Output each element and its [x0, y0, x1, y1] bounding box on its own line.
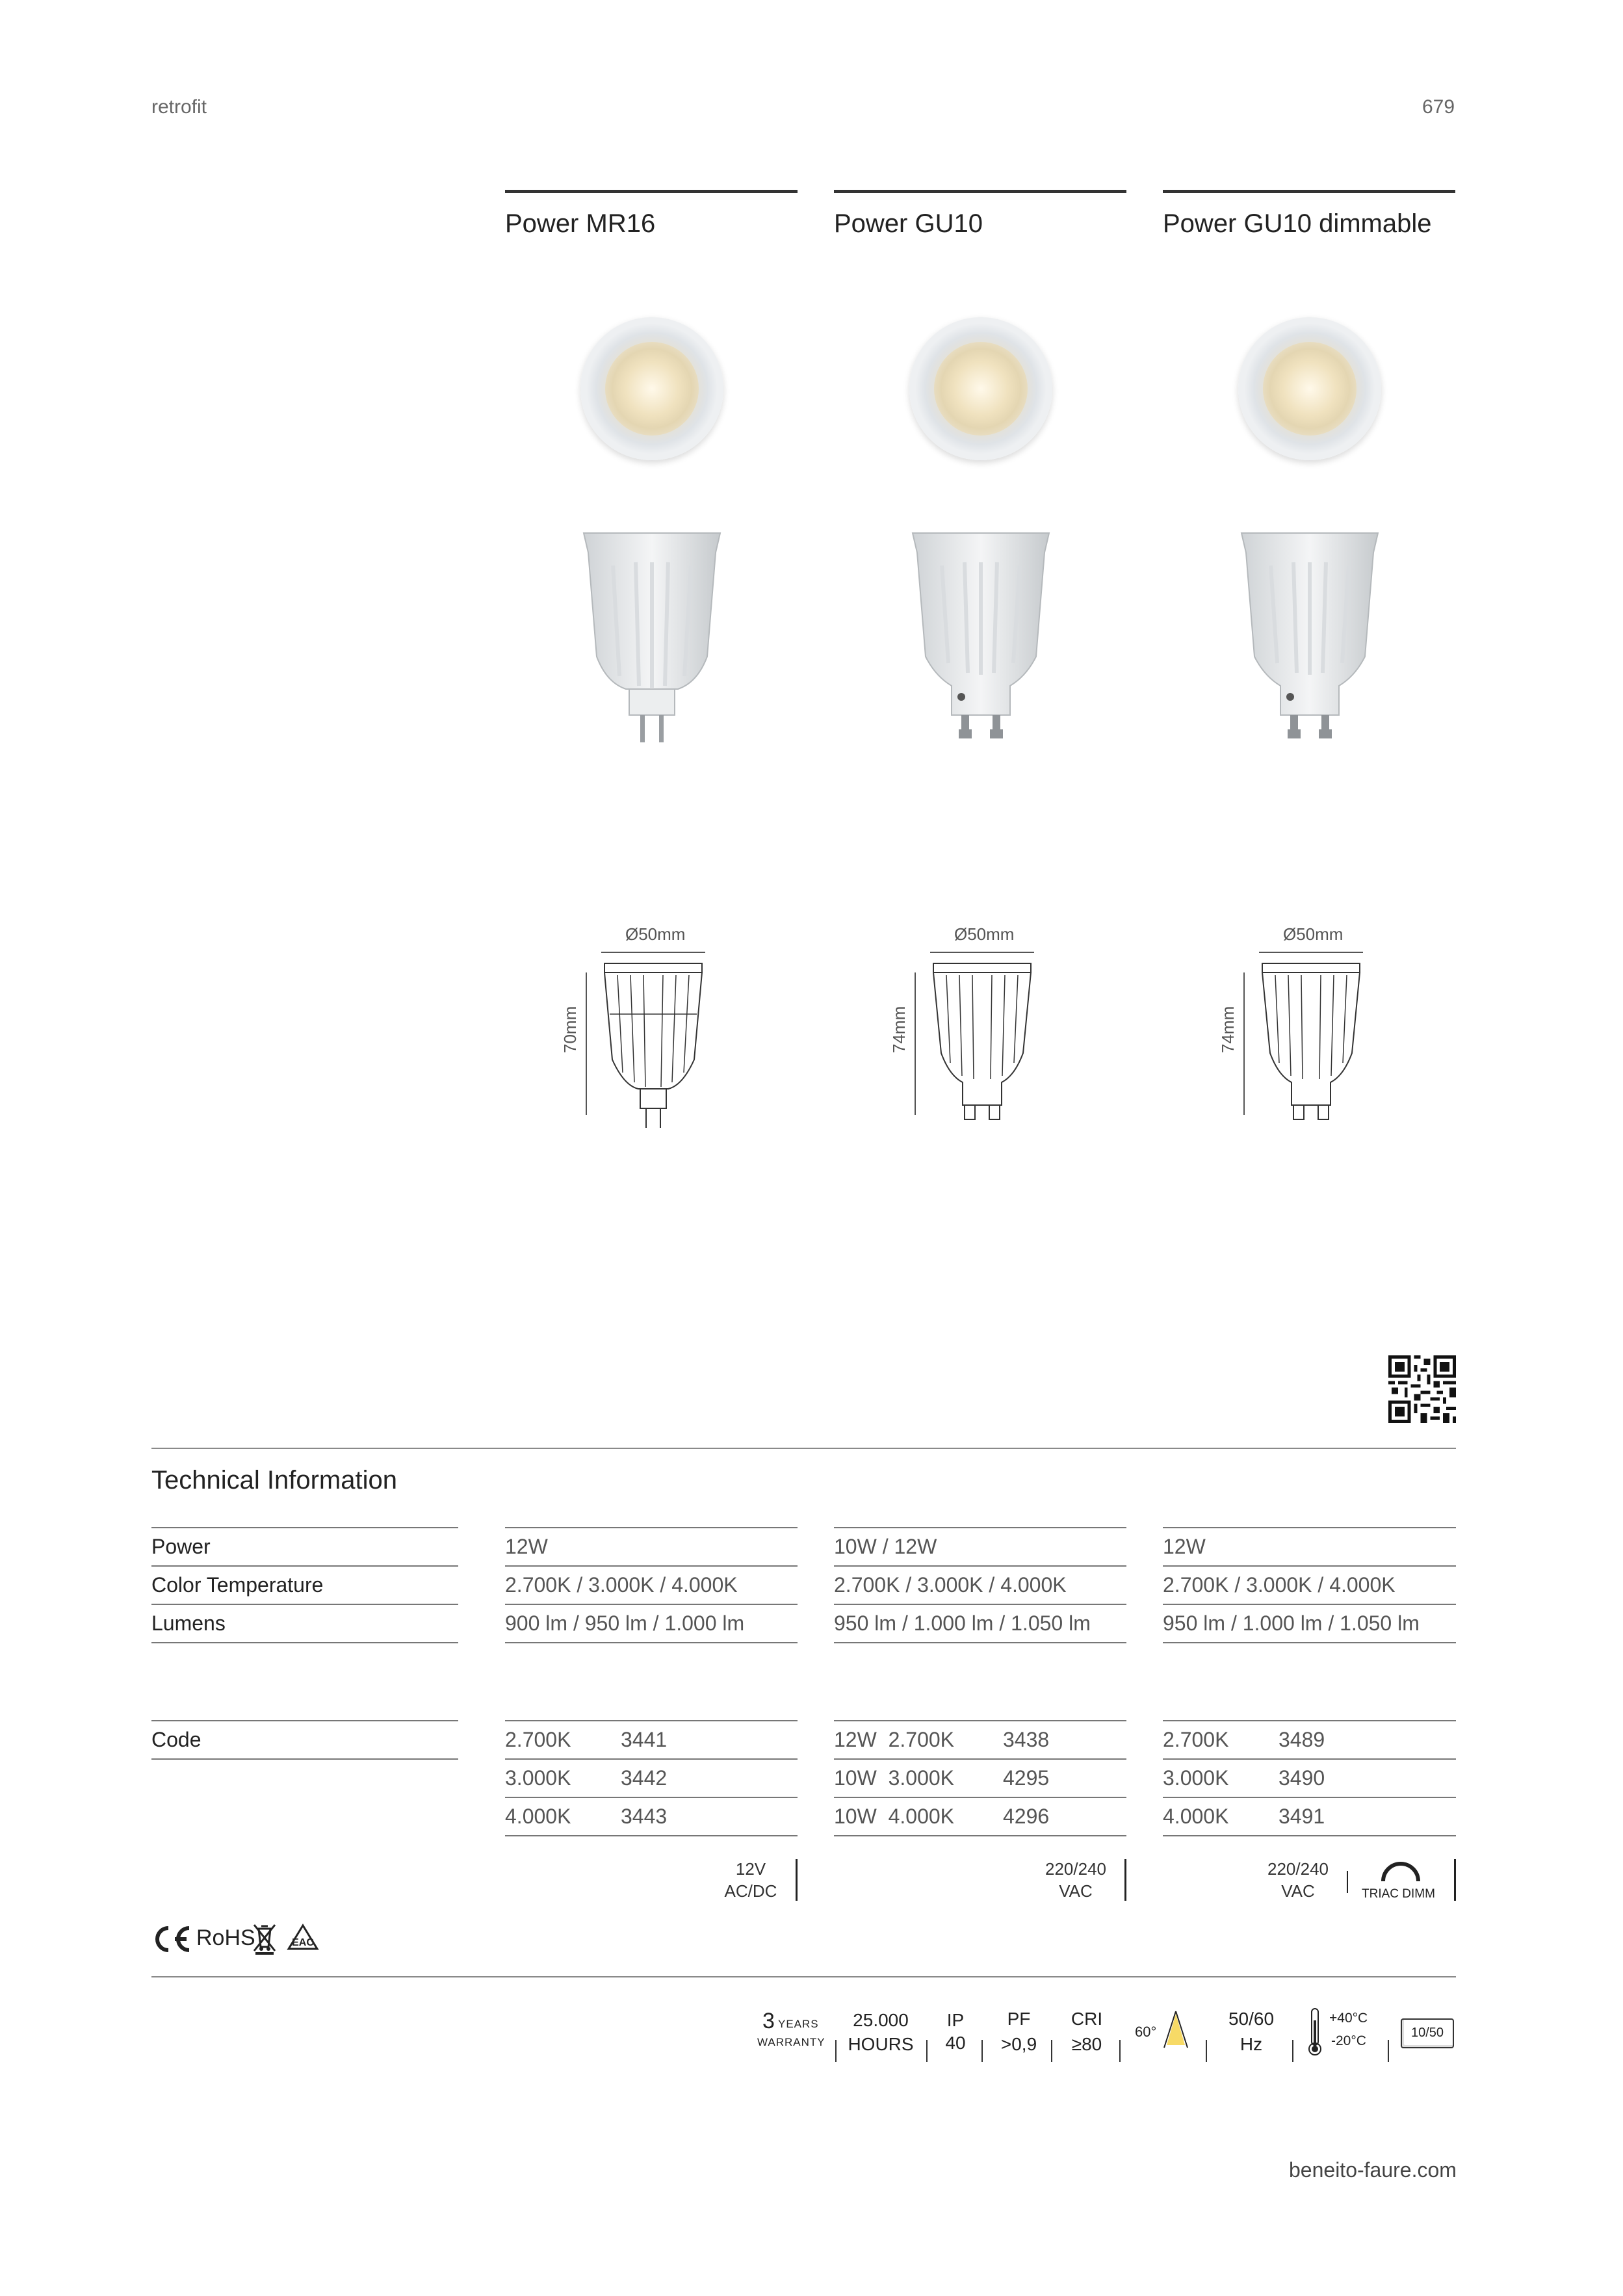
voltage-line2: AC/DC — [724, 1881, 777, 1901]
page-number: 679 — [1422, 96, 1455, 118]
row-rule — [505, 1758, 798, 1760]
pf-label: PF — [1007, 2009, 1031, 2029]
label-lumens: Lumens — [151, 1611, 226, 1635]
hours-label: HOURS — [848, 2034, 914, 2054]
temperature-max: +40°C — [1329, 2011, 1368, 2026]
divider-bar — [1454, 1859, 1456, 1901]
voltage-line1: 12V — [735, 1859, 766, 1879]
row-rule — [151, 1758, 458, 1760]
lamp-front-image-3 — [1238, 317, 1381, 460]
height-label-3: 74mm — [1218, 1006, 1238, 1053]
diameter-label-3: Ø50mm — [1283, 924, 1344, 944]
height-label-1: 70mm — [560, 1006, 580, 1053]
voltage-line1: 220/240 — [1267, 1859, 1329, 1879]
lumens-value: 950 lm / 1.000 lm / 1.050 lm — [834, 1611, 1091, 1635]
row-rule — [151, 1604, 458, 1605]
row-rule — [834, 1797, 1126, 1798]
voltage-line2: VAC — [1059, 1881, 1093, 1901]
row-rule — [1163, 1720, 1456, 1721]
row-rule — [505, 1527, 798, 1528]
voltage-line2: VAC — [1281, 1881, 1315, 1901]
spec-separator — [1388, 2040, 1389, 2062]
code-number: 3438 — [1003, 1728, 1050, 1751]
dimension-drawing-3 — [1236, 949, 1379, 1144]
warranty-label: WARRANTY — [757, 2036, 825, 2048]
switching-cycles-value: 10/50 — [1410, 2026, 1444, 2040]
temperature-min: -20°C — [1331, 2033, 1366, 2048]
row-rule — [834, 1720, 1126, 1721]
diameter-label-2: Ø50mm — [954, 924, 1015, 944]
row-rule — [151, 1720, 458, 1721]
code-number: 4296 — [1003, 1805, 1050, 1828]
label-code: Code — [151, 1728, 201, 1751]
lamp-side-image-2 — [896, 527, 1065, 761]
switching-cycles-box — [1401, 2018, 1454, 2048]
row-rule — [834, 1565, 1126, 1567]
code-spec: 2.700K — [505, 1728, 571, 1751]
section-label: retrofit — [151, 96, 207, 118]
frequency-unit: Hz — [1240, 2034, 1263, 2054]
row-rule — [834, 1758, 1126, 1760]
row-rule — [1163, 1797, 1456, 1798]
tech-heading: Technical Information — [151, 1466, 397, 1494]
power-value: 10W / 12W — [834, 1535, 937, 1558]
lamp-front-image-1 — [580, 317, 723, 460]
spec-separator — [1119, 2040, 1121, 2062]
lamp-side-image-3 — [1225, 527, 1394, 761]
spec-separator — [1051, 2040, 1052, 2062]
row-rule — [505, 1604, 798, 1605]
ce-mark-icon — [151, 1924, 193, 1954]
section-divider — [151, 1976, 1456, 1977]
row-rule — [1163, 1604, 1456, 1605]
code-spec: 2.700K — [1163, 1728, 1229, 1751]
code-number: 3489 — [1279, 1728, 1325, 1751]
spec-separator — [926, 2040, 928, 2062]
row-rule — [1163, 1565, 1456, 1567]
code-spec: 10W 4.000K — [834, 1805, 954, 1828]
frequency-value: 50/60 — [1228, 2009, 1275, 2029]
row-rule — [505, 1565, 798, 1567]
product-title-1: Power MR16 — [505, 209, 656, 238]
color-temperature-value: 2.700K / 3.000K / 4.000K — [834, 1573, 1067, 1597]
dimension-drawing-2 — [907, 949, 1050, 1144]
row-rule — [834, 1527, 1126, 1528]
lumens-value: 950 lm / 1.000 lm / 1.050 lm — [1163, 1611, 1420, 1635]
beam-angle-value: 60° — [1135, 2024, 1157, 2040]
product-title-3: Power GU10 dimmable — [1163, 209, 1432, 238]
eac-mark-icon — [286, 1923, 320, 1951]
row-rule — [1163, 1835, 1456, 1836]
power-value: 12W — [505, 1535, 548, 1558]
lamp-front-image-2 — [909, 317, 1052, 460]
label-color-temperature: Color Temperature — [151, 1573, 324, 1597]
row-rule — [505, 1642, 798, 1643]
divider-bar — [796, 1859, 798, 1901]
code-number: 3491 — [1279, 1805, 1325, 1828]
column-rule-2 — [834, 190, 1126, 193]
lumens-value: 900 lm / 950 lm / 1.000 lm — [505, 1611, 745, 1635]
section-divider — [151, 1448, 1456, 1449]
cri-value: ≥80 — [1071, 2034, 1102, 2054]
dimmer-icon — [1378, 1858, 1423, 1884]
code-spec: 10W 3.000K — [834, 1766, 954, 1790]
power-value: 12W — [1163, 1535, 1206, 1558]
spec-separator — [1206, 2040, 1207, 2062]
row-rule — [151, 1565, 458, 1567]
website-link[interactable]: beneito-faure.com — [1289, 2158, 1457, 2182]
hours-value: 25.000 — [853, 2010, 909, 2030]
code-number: 3441 — [621, 1728, 668, 1751]
cri-label: CRI — [1071, 2009, 1103, 2029]
spec-separator — [835, 2040, 837, 2062]
column-rule-1 — [505, 190, 798, 193]
dimming-label: TRIAC DIMM — [1362, 1887, 1435, 1901]
voltage-line1: 220/240 — [1045, 1859, 1106, 1879]
rohs-label: RoHS — [196, 1925, 255, 1950]
code-spec: 3.000K — [1163, 1766, 1229, 1790]
svg-text:EAC: EAC — [292, 1937, 314, 1948]
qr-code[interactable] — [1388, 1355, 1456, 1423]
row-rule — [505, 1835, 798, 1836]
row-rule — [151, 1642, 458, 1643]
lamp-side-image-1 — [567, 527, 736, 761]
column-rule-3 — [1163, 190, 1455, 193]
ip-label: IP — [946, 2010, 965, 2030]
warranty-unit: YEARS — [778, 2018, 819, 2030]
label-power: Power — [151, 1535, 211, 1558]
divider-bar — [1347, 1871, 1348, 1893]
beam-angle-icon — [1160, 2009, 1191, 2050]
dimension-drawing-1 — [578, 949, 721, 1144]
spec-separator — [1292, 2040, 1293, 2062]
color-temperature-value: 2.700K / 3.000K / 4.000K — [505, 1573, 738, 1597]
row-rule — [505, 1797, 798, 1798]
code-spec: 12W 2.700K — [834, 1728, 954, 1751]
row-rule — [834, 1604, 1126, 1605]
divider-bar — [1124, 1859, 1126, 1901]
code-spec: 3.000K — [505, 1766, 571, 1790]
code-number: 3442 — [621, 1766, 668, 1790]
thermometer-icon — [1306, 2007, 1323, 2057]
weee-bin-icon — [252, 1921, 278, 1955]
row-rule — [834, 1835, 1126, 1836]
code-spec: 4.000K — [1163, 1805, 1229, 1828]
spec-separator — [981, 2040, 983, 2062]
row-rule — [505, 1720, 798, 1721]
row-rule — [1163, 1642, 1456, 1643]
color-temperature-value: 2.700K / 3.000K / 4.000K — [1163, 1573, 1396, 1597]
row-rule — [1163, 1527, 1456, 1528]
code-number: 4295 — [1003, 1766, 1050, 1790]
height-label-2: 74mm — [889, 1006, 909, 1053]
code-number: 3490 — [1279, 1766, 1325, 1790]
diameter-label-1: Ø50mm — [625, 924, 686, 944]
warranty-number: 3 — [762, 2009, 775, 2033]
product-title-2: Power GU10 — [834, 209, 983, 238]
row-rule — [834, 1642, 1126, 1643]
code-number: 3443 — [621, 1805, 668, 1828]
row-rule — [1163, 1758, 1456, 1760]
ip-value: 40 — [945, 2033, 966, 2053]
code-spec: 4.000K — [505, 1805, 571, 1828]
row-rule — [151, 1527, 458, 1528]
pf-value: >0,9 — [1000, 2034, 1037, 2054]
